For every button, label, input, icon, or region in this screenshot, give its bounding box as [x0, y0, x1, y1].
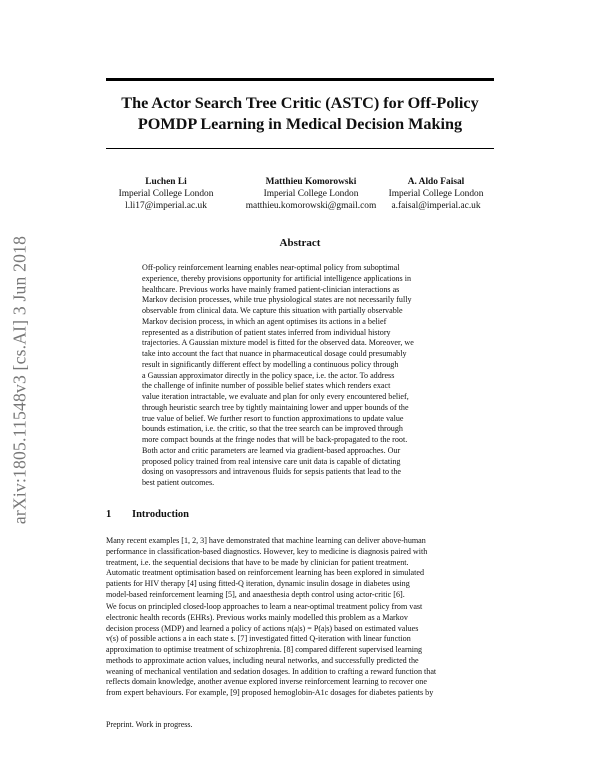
arxiv-identifier [2, 205, 38, 555]
author-3 [378, 176, 494, 212]
abstract-line: best patient outcomes. [142, 478, 215, 487]
abstract-heading: Abstract [279, 237, 321, 249]
paragraph-line: performance in classification-based diagnostics. However, key to medicine is diagnosis paired with [106, 546, 428, 556]
section-number: 1 [106, 509, 112, 520]
abstract-line: observable from clinical data. We capture this situation with partially observable [142, 306, 403, 315]
author-affiliation: Imperial College London [388, 189, 484, 199]
author-affiliation: Imperial College London [118, 189, 214, 199]
preprint-footer: Preprint. Work in progress. [106, 720, 193, 729]
paragraph-line: reflects domain knowledge, another avenue explored inverse reinforcement learning to recover one [106, 677, 427, 687]
title-line-2: POMDP Learning in Medical Decision Making [137, 115, 463, 133]
abstract-line: the challenge of infinite number of possible belief states which renders exact [142, 381, 391, 391]
abstract-line: value iteration intractable, we evaluate and plan for only every encountered belief, [142, 392, 409, 401]
paragraph-line: model-based reinforcement learning [5], and anaesthesia depth control using actor-critic [6]. [106, 589, 405, 599]
abstract-line: bounds estimation, i.e. the critic, so that the tree search can be improved through [142, 424, 403, 434]
abstract-line: Both actor and critic parameters are learned via gradient-based approaches. Our [142, 445, 401, 455]
paragraph-line: from expert behaviours. For example, [9] proposed hemoglobin-A1c dosages for diabetes patients by [106, 688, 434, 697]
title-line-1: The Actor Search Tree Critic (ASTC) for Off-Policy [121, 94, 479, 112]
abstract-line: take into account the fact that nuance in pharmaceutical dosage could presumably [142, 349, 407, 358]
author-1 [106, 176, 226, 212]
title-top-rule [106, 78, 494, 81]
paragraph-line: approximation to optimise treatment of schizophrenia. [8] compared different supervised learning [106, 645, 423, 654]
abstract-line: through heuristic search tree by tightly maintaining lower and upper bounds of the [142, 402, 409, 412]
paragraph-line: weaning of mechanical ventilation and sedation dosages. In addition to crafting a reward function that [106, 666, 437, 676]
paragraph-line: electronic health records (EHRs). Previous works mainly modelled this problem as a Markov [106, 612, 408, 622]
abstract-line: Markov decision processes, while true physiological states are not necessarily fully [142, 295, 412, 305]
author-name: Luchen Li [145, 177, 187, 187]
abstract-line: more compact bounds at the fringe nodes that will be back-propagated to the root. [142, 435, 408, 444]
abstract-line: Off-policy reinforcement learning enables near-optimal policy from suboptimal [142, 263, 400, 272]
title-bottom-rule [106, 148, 494, 149]
abstract-line: Markov decision process, in which an agent optimises its actions in a belief [142, 316, 387, 326]
paragraph-line: Many recent examples [1, 2, 3] have demonstrated that machine learning can deliver above-human [106, 536, 426, 545]
intro-paragraph-2 [106, 602, 495, 699]
abstract-line: dosing on vasopressors and intravenous fluids for sepsis patients that lead to the [142, 467, 401, 477]
section-heading-introduction [106, 509, 189, 520]
author-name: Matthieu Komorowski [265, 177, 357, 187]
abstract-line: trajectories. A Gaussian mixture model is fitted for the observed data. Moreover, we [142, 338, 414, 348]
intro-paragraph-1 [106, 536, 495, 601]
author-email: matthieu.komorowski@gmail.com [245, 201, 377, 211]
paragraph-line: treatment, i.e. the sequential decisions that have to be made by clinician for patient treatment. [106, 557, 409, 567]
paragraph-line: methods to approximate action values, including neural networks, and successfully predicted the [106, 655, 419, 665]
author-email: a.faisal@imperial.ac.uk [391, 201, 481, 211]
abstract-line: true value of belief. We further resort to function approximations to update value [142, 413, 404, 423]
abstract-line: proposed policy trained from real intensive care unit data is capable of dictating [142, 456, 401, 466]
author-2 [236, 176, 386, 212]
paragraph-line: patients for HIV therapy [4] using fitted-Q iteration, dynamic insulin dosage in diabetes using [106, 579, 410, 588]
paragraph-line: v(s) of possible actions a in each state s. [7] investigated fitted Q-iteration with linear function [106, 634, 411, 644]
paragraph-line: Automatic treatment optimisation based on reinforcement learning has been explored in simulated [106, 568, 425, 578]
abstract-line: result in significantly different effect by modelling a continuous policy through [142, 359, 399, 369]
paragraph-line: We focus on principled closed-loop approaches to learn a near-optimal treatment policy from vast [106, 602, 423, 611]
paper-title [100, 93, 500, 135]
author-name: A. Aldo Faisal [407, 177, 465, 187]
paragraph-line: decision process (MDP) and learned a policy of actions π(a|s) = P(a|s) based on estimated values [106, 623, 419, 633]
arxiv-identifier-text: arXiv:1805.11548v3 [cs.AI] 3 Jun 2018 [9, 235, 30, 525]
section-title: Introduction [132, 509, 189, 520]
abstract-body [142, 263, 460, 489]
author-email: l.li17@imperial.ac.uk [125, 201, 207, 211]
abstract-line: experience, thereby provisions opportunity for artificial intelligence applications in [142, 273, 412, 283]
abstract-line: represented as a distribution of patient states inferred from individual history [142, 327, 391, 337]
abstract-line: healthcare. Previous works have mainly framed patient-clinician interactions as [142, 284, 400, 294]
abstract-line: a Gaussian approximator directly in the policy space, i.e. the actor. To address [142, 370, 395, 380]
author-affiliation: Imperial College London [263, 189, 359, 199]
